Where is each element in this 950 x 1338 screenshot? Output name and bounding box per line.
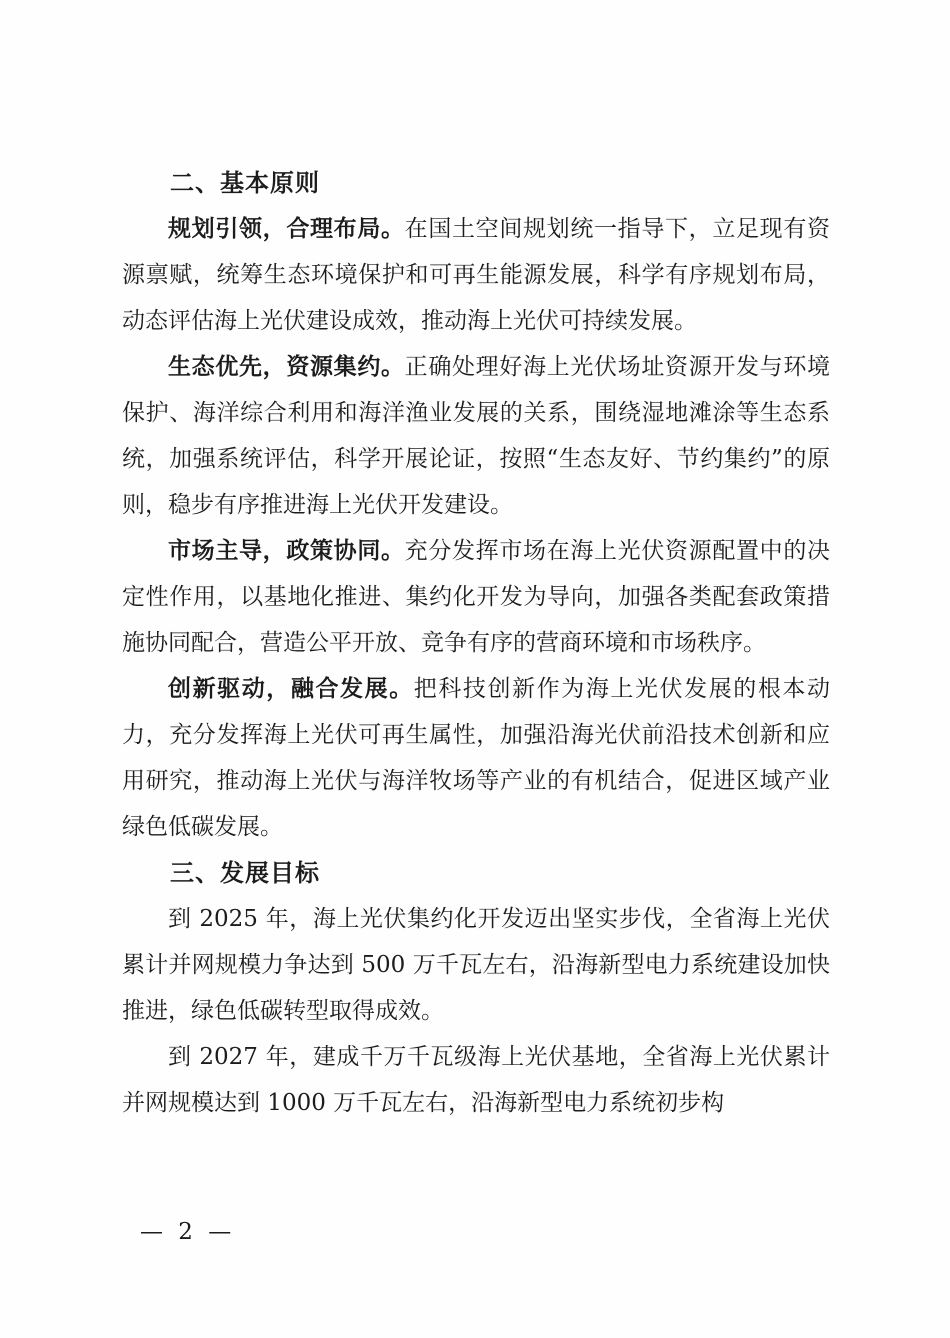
principle-body-2: 正确处理好海上光伏场址资源开发与环境保护、海洋综合利用和海洋渔业发展的关系，围绕湿地滩涂等生态系统，加强系统评估，科学开展论证，按照“生态友好、节约集约”的原则，稳步有序推进海上光伏开发建设。 — [122, 354, 831, 518]
goal-paragraph-2025: 到 2025 年，海上光伏集约化开发迈出坚实步伐，全省海上光伏累计并网规模力争达到 500 万千瓦左右，沿海新型电力系统建设加快推进，绿色低碳转型取得成效。 — [122, 906, 830, 1024]
section-heading-goals: 三、发展目标 — [170, 859, 320, 887]
principle-paragraph-3 — [122, 528, 830, 666]
principle-paragraph-4 — [122, 666, 830, 850]
principle-body-4: 把科技创新作为海上光伏发展的根本动力，充分发挥海上光伏可再生属性，加强沿海光伏前沿技术创新和应用研究，推动海上光伏与海洋牧场等产业的有机结合，促进区域产业绿色低碳发展。 — [122, 676, 831, 840]
principle-lead-2: 生态优先，资源集约。 — [168, 353, 405, 380]
principle-paragraph-1 — [122, 206, 830, 344]
principle-body-3: 充分发挥市场在海上光伏资源配置中的决定性作用，以基地化推进、集约化开发为导向，加强各类配套政策措施协同配合，营造公平开放、竞争有序的营商环境和市场秩序。 — [122, 538, 831, 656]
principle-lead-1: 规划引领，合理布局。 — [168, 215, 405, 242]
page-number: — 2 — — [140, 1219, 236, 1245]
principle-paragraph-2 — [122, 344, 830, 528]
principle-lead-4: 创新驱动，融合发展。 — [168, 675, 414, 702]
section-heading-principles: 二、基本原则 — [170, 169, 320, 197]
principle-lead-3: 市场主导，政策协同。 — [168, 537, 405, 564]
principle-body-1: 在国土空间规划统一指导下，立足现有资源禀赋，统筹生态环境保护和可再生能源发展，科学有序规划布局，动态评估海上光伏建设成效，推动海上光伏可持续发展。 — [122, 216, 831, 334]
document-body — [122, 160, 830, 1126]
goal-paragraph-2027: 到 2027 年，建成千万千瓦级海上光伏基地，全省海上光伏累计并网规模达到 1000 万千瓦左右，沿海新型电力系统初步构 — [122, 1044, 830, 1116]
